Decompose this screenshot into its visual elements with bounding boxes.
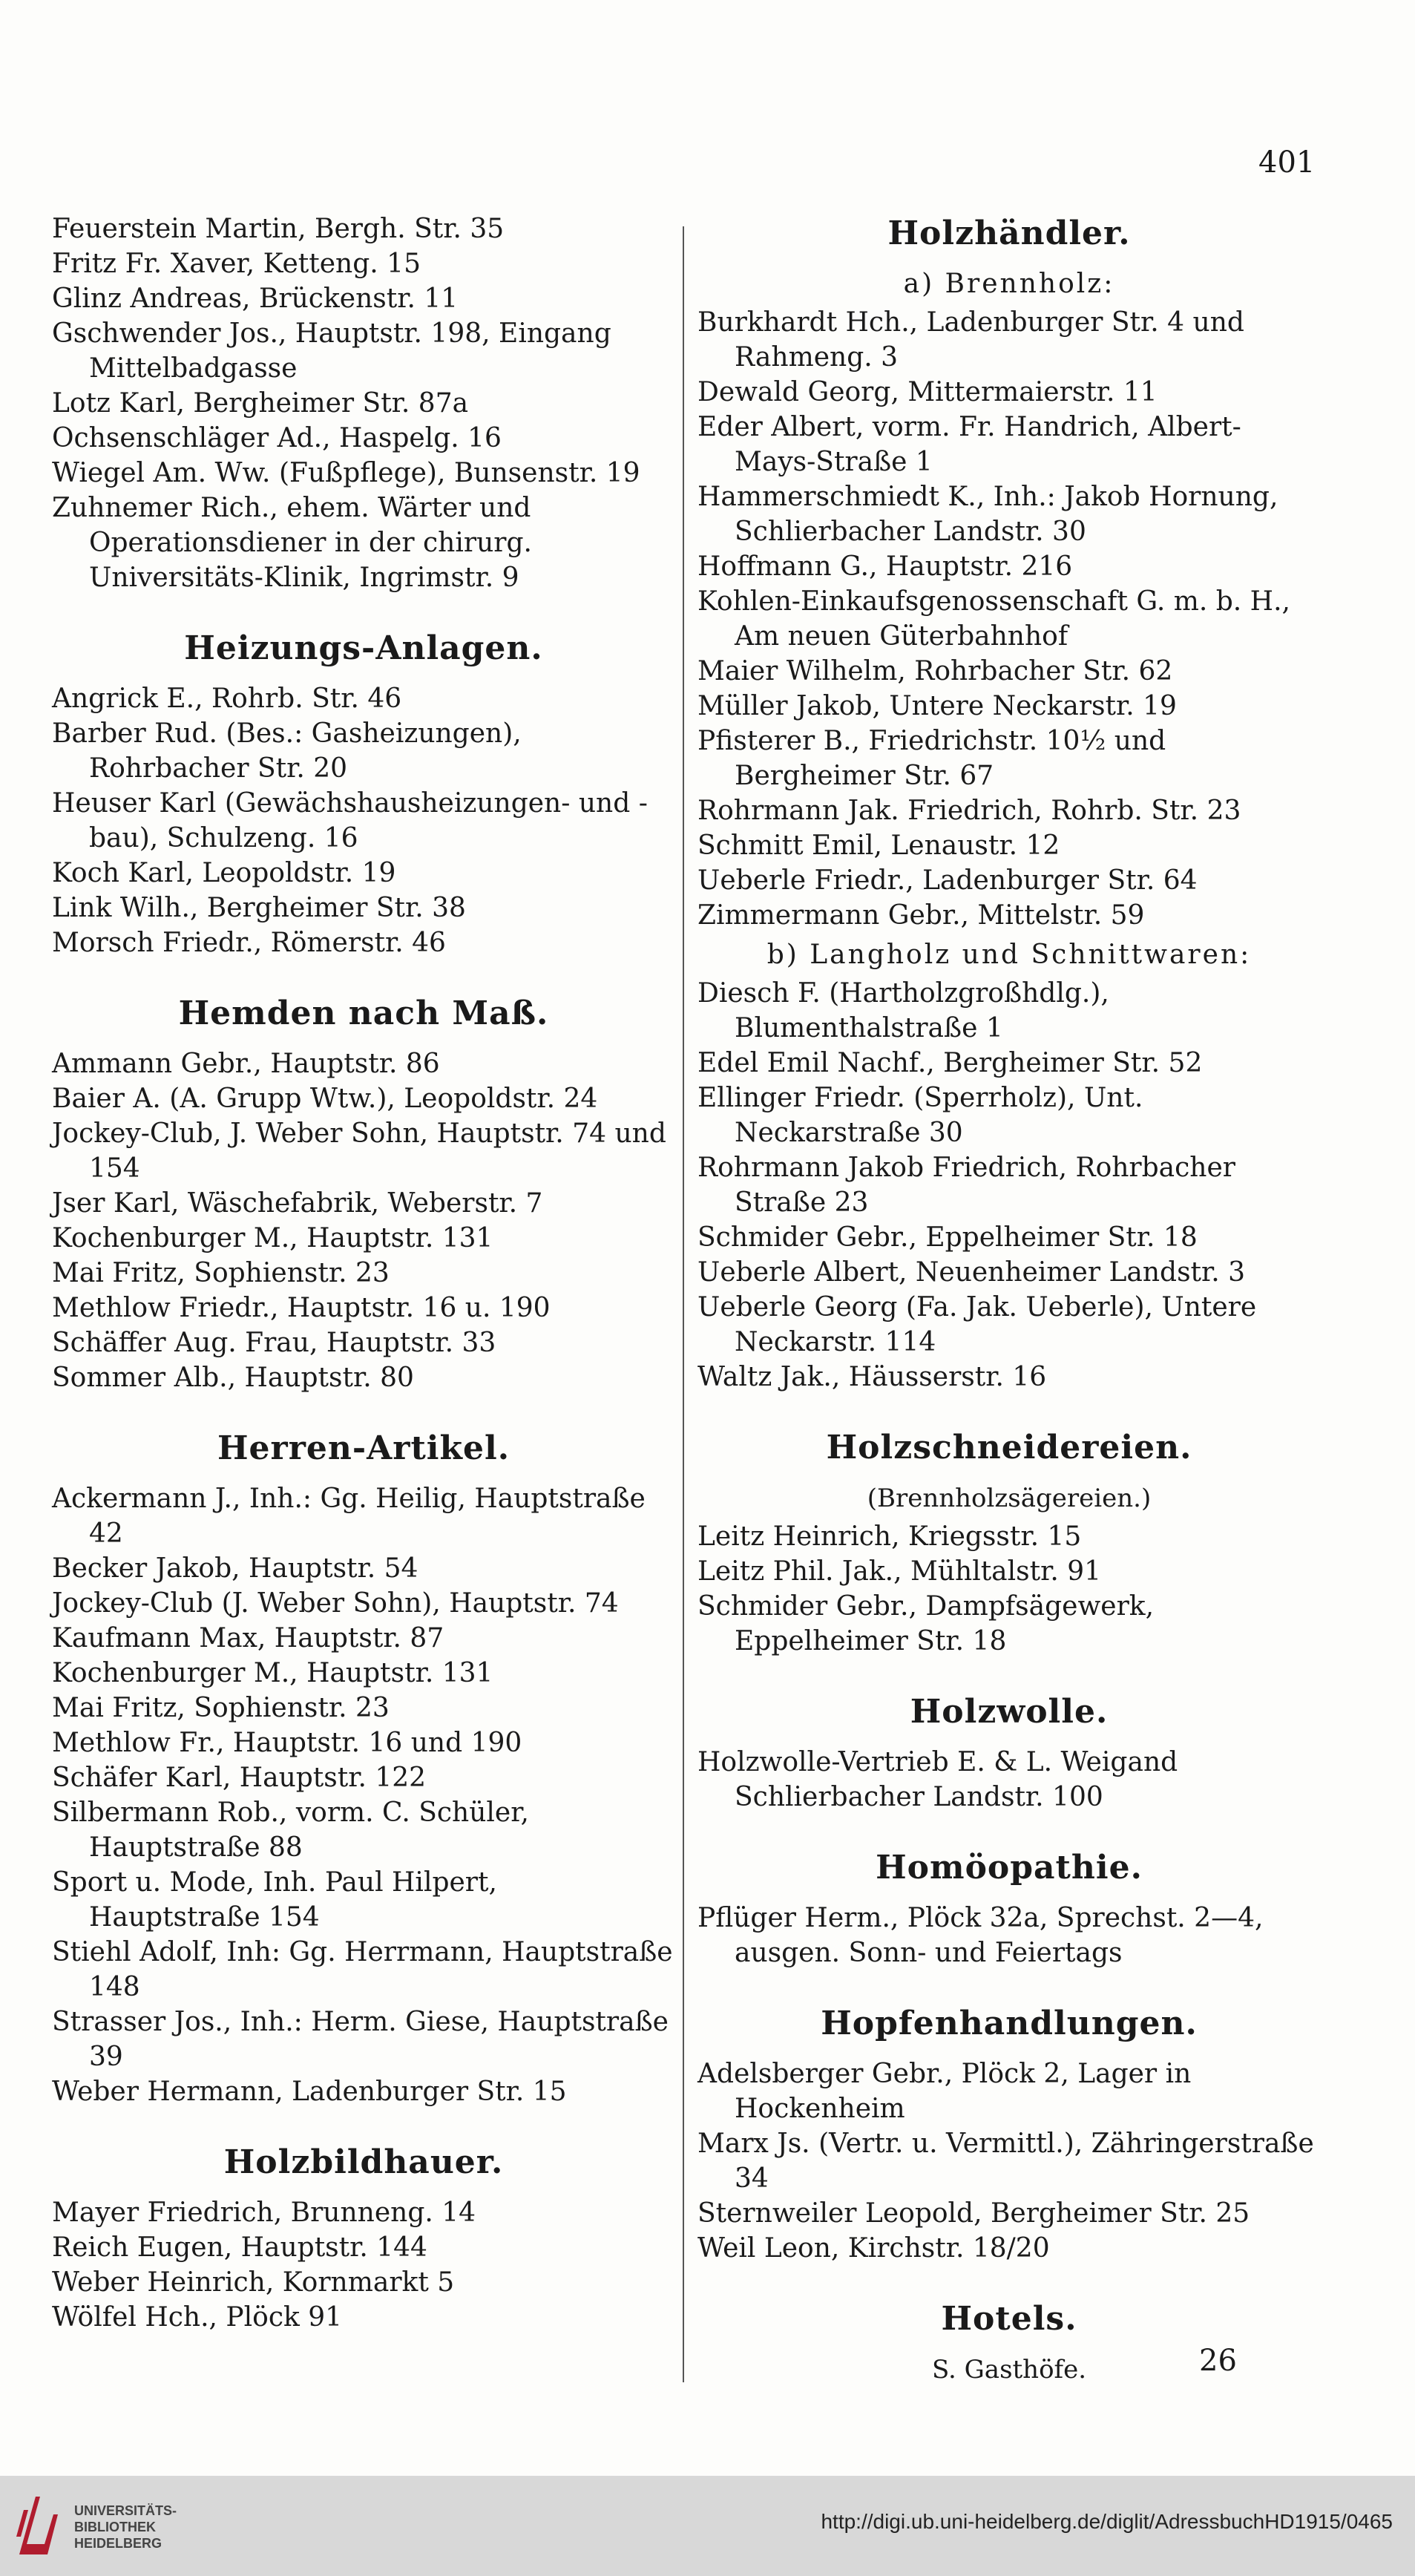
directory-entry: Schmider Gebr., Dampfsägewerk, Eppelheimer Str. 18 [697,1591,1155,1656]
directory-entry: Wiegel Am. Ww. (Fußpflege), Bunsenstr. 19 [52,458,640,488]
directory-entry: Müller Jakob, Untere Neckarstr. 19 [697,691,1177,721]
directory-entry: Silbermann Rob., vorm. C. Schüler, Hauptstraße 88 [52,1797,529,1863]
section-note: S. Gasthöfe. [931,2355,1087,2385]
directory-entry: Fritz Fr. Xaver, Ketteng. 15 [52,249,421,279]
directory-entry: Rohrmann Jak. Friedrich, Rohrb. Str. 23 [697,796,1241,826]
directory-entry: Pflüger Herm., Plöck 32a, Sprechst. 2—4, ausgen. Sonn- und Feiertags [697,1903,1264,1968]
directory-entry: Weber Hermann, Ladenburger Str. 15 [52,2077,567,2107]
page-number: 401 [1258,145,1316,180]
directory-entry: Sommer Alb., Hauptstr. 80 [52,1363,414,1393]
directory-section [697,1426,1321,1659]
section-heading: Holzschneidereien. [826,1429,1192,1466]
directory-entry: Sport u. Mode, Inh. Paul Hilpert, Hauptstraße 154 [52,1867,497,1933]
directory-entry: Leitz Heinrich, Kriegsstr. 15 [697,1521,1082,1552]
directory-entry: Kochenburger M., Hauptstr. 131 [52,1658,493,1688]
directory-entry: Becker Jakob, Hauptstr. 54 [52,1553,418,1584]
directory-entry: Angrick E., Rohrb. Str. 46 [52,684,402,714]
directory-section [697,212,1321,933]
directory-section [697,937,1321,1394]
directory-section [697,1690,1321,1815]
left-column [52,212,675,2335]
directory-entry: Ackermann J., Inh.: Gg. Heilig, Hauptstraße 42 [52,1484,646,1549]
section-subheading: b) Langholz und Schnittwaren: [766,940,1252,970]
directory-entry: Baier A. (A. Grupp Wtw.), Leopoldstr. 24 [52,1084,598,1114]
directory-entry: Link Wilh., Bergheimer Str. 38 [52,893,466,923]
directory-entry: Stiehl Adolf, Inh: Gg. Herrmann, Hauptstraße 148 [52,1937,673,2002]
directory-entry: Lotz Karl, Bergheimer Str. 87a [52,388,469,419]
directory-entry: Adelsberger Gebr., Plöck 2, Lager in Hockenheim [697,2059,1192,2124]
library-logo-icon [15,2492,58,2559]
directory-entry: Mai Fritz, Sophienstr. 23 [52,1693,390,1723]
directory-entry: Edel Emil Nachf., Bergheimer Str. 52 [697,1048,1203,1078]
section-heading: Homöopathie. [876,1849,1143,1887]
directory-entry: Schmitt Emil, Lenaustr. 12 [697,830,1060,861]
directory-section [697,1846,1321,1970]
directory-entry: Mayer Friedrich, Brunneng. 14 [52,2198,476,2228]
source-url[interactable]: http://digi.ub.uni-heidelberg.de/diglit/AdressbuchHD1915/0465 [821,2510,1393,2533]
directory-section [52,2140,675,2335]
section-note: (Brennholzsägereien.) [867,1484,1152,1513]
directory-entry: Kohlen-Einkaufsgenossenschaft G. m. b. H., Am neuen Güterbahnhof [697,586,1290,652]
directory-entry: Holzwolle-Vertrieb E. & L. Weigand Schlierbacher Landstr. 100 [697,1747,1178,1812]
directory-entry: Morsch Friedr., Römerstr. 46 [52,928,446,958]
directory-section [52,1426,675,2109]
directory-entry: Feuerstein Martin, Bergh. Str. 35 [52,214,505,244]
directory-entry: Weil Leon, Kirchstr. 18/20 [697,2233,1050,2264]
directory-entry: Gschwender Jos., Hauptstr. 198, Eingang Mittelbadgasse [52,318,611,384]
directory-entry: Waltz Jak., Häusserstr. 16 [697,1362,1047,1392]
directory-entry: Jser Karl, Wäschefabrik, Weberstr. 7 [52,1188,543,1219]
directory-entry: Schäfer Karl, Hauptstr. 122 [52,1763,427,1793]
directory-entry: Hoffmann G., Hauptstr. 216 [697,551,1073,582]
directory-entry: Schäffer Aug. Frau, Hauptstr. 33 [52,1328,496,1358]
library-name-line: HEIDELBERG [74,2536,162,2551]
section-heading: Hemden nach Maß. [178,994,549,1032]
section-heading: Heizungs-Anlagen. [184,629,543,667]
directory-entry: Marx Js. (Vertr. u. Vermittl.), Zähringerstraße 34 [697,2128,1314,2194]
directory-entry: Ueberle Georg (Fa. Jak. Ueberle), Untere Neckarstr. 114 [697,1292,1257,1357]
directory-entry: Burkhardt Hch., Ladenburger Str. 4 und Rahmeng. 3 [697,307,1244,373]
directory-entry: Methlow Friedr., Hauptstr. 16 u. 190 [52,1293,551,1323]
library-name-line: BIBLIOTHEK [74,2520,156,2534]
signature-mark: 26 [1199,2344,1237,2378]
directory-entry: Leitz Phil. Jak., Mühltalstr. 91 [697,1556,1102,1587]
section-heading: Hopfenhandlungen. [821,2005,1198,2042]
footer-bar [0,2476,1415,2576]
library-name-line: UNIVERSITÄTS- [74,2503,177,2518]
directory-entry: Weber Heinrich, Kornmarkt 5 [52,2267,455,2298]
column-divider [683,226,684,2382]
directory-section [697,2002,1321,2266]
directory-entry: Kaufmann Max, Hauptstr. 87 [52,1623,444,1654]
directory-entry: Heuser Karl (Gewächshausheizungen- und -bau), Schulzeng. 16 [52,788,648,853]
section-heading: Holzhändler. [887,214,1131,252]
directory-section [52,626,675,960]
directory-entry: Pfisterer B., Friedrichstr. 10½ und Bergheimer Str. 67 [697,726,1166,791]
library-name [74,2503,177,2552]
directory-entry: Ueberle Friedr., Ladenburger Str. 64 [697,865,1198,896]
directory-entry: Jockey-Club, J. Weber Sohn, Hauptstr. 74 und 154 [52,1118,666,1184]
section-heading: Holzwolle. [910,1693,1109,1731]
directory-entry: Kochenburger M., Hauptstr. 131 [52,1223,493,1253]
directory-entry: Glinz Andreas, Brückenstr. 11 [52,284,459,314]
directory-entry: Ochsenschläger Ad., Haspelg. 16 [52,423,502,453]
directory-entry: Reich Eugen, Hauptstr. 144 [52,2232,427,2263]
directory-entry: Ammann Gebr., Hauptstr. 86 [52,1049,440,1079]
directory-entry: Diesch F. (Hartholzgroßhdlg.), Blumenthalstraße 1 [697,978,1109,1043]
directory-section [52,212,675,595]
directory-entry: Zimmermann Gebr., Mittelstr. 59 [697,900,1145,931]
directory-entry: Zuhnemer Rich., ehem. Wärter und Operationsdiener in der chirurg. Universitäts-Klinik, Ingrimstr. 9 [52,493,532,593]
section-heading: Hotels. [941,2300,1077,2338]
directory-entry: Eder Albert, vorm. Fr. Handrich, Albert-Mays-Straße 1 [697,412,1241,477]
section-heading: Holzbildhauer. [223,2143,504,2181]
directory-entry: Strasser Jos., Inh.: Herm. Giese, Hauptstraße 39 [52,2007,669,2072]
directory-entry: Koch Karl, Leopoldstr. 19 [52,858,396,888]
directory-section [52,992,675,1395]
directory-entry: Wölfel Hch., Plöck 91 [52,2302,343,2333]
section-subheading: a) Brennholz: [903,269,1115,299]
directory-entry: Jockey-Club (J. Weber Sohn), Hauptstr. 74 [52,1588,619,1619]
directory-entry: Ellinger Friedr. (Sperrholz), Unt. Neckarstraße 30 [697,1083,1143,1148]
directory-entry: Barber Rud. (Bes.: Gasheizungen), Rohrbacher Str. 20 [52,718,522,784]
directory-entry: Methlow Fr., Hauptstr. 16 und 190 [52,1728,522,1758]
directory-entry: Rohrmann Jakob Friedrich, Rohrbacher Straße 23 [697,1153,1236,1218]
directory-entry: Ueberle Albert, Neuenheimer Landstr. 3 [697,1257,1246,1288]
directory-entry: Mai Fritz, Sophienstr. 23 [52,1258,390,1288]
directory-entry: Dewald Georg, Mittermaierstr. 11 [697,377,1158,407]
directory-entry: Schmider Gebr., Eppelheimer Str. 18 [697,1222,1198,1253]
section-heading: Herren-Artikel. [217,1429,510,1467]
directory-entry: Sternweiler Leopold, Bergheimer Str. 25 [697,2198,1250,2229]
directory-entry: Hammerschmiedt K., Inh.: Jakob Hornung, Schlierbacher Landstr. 30 [697,482,1278,547]
right-column [697,212,1321,2390]
directory-entry: Maier Wilhelm, Rohrbacher Str. 62 [697,656,1173,686]
